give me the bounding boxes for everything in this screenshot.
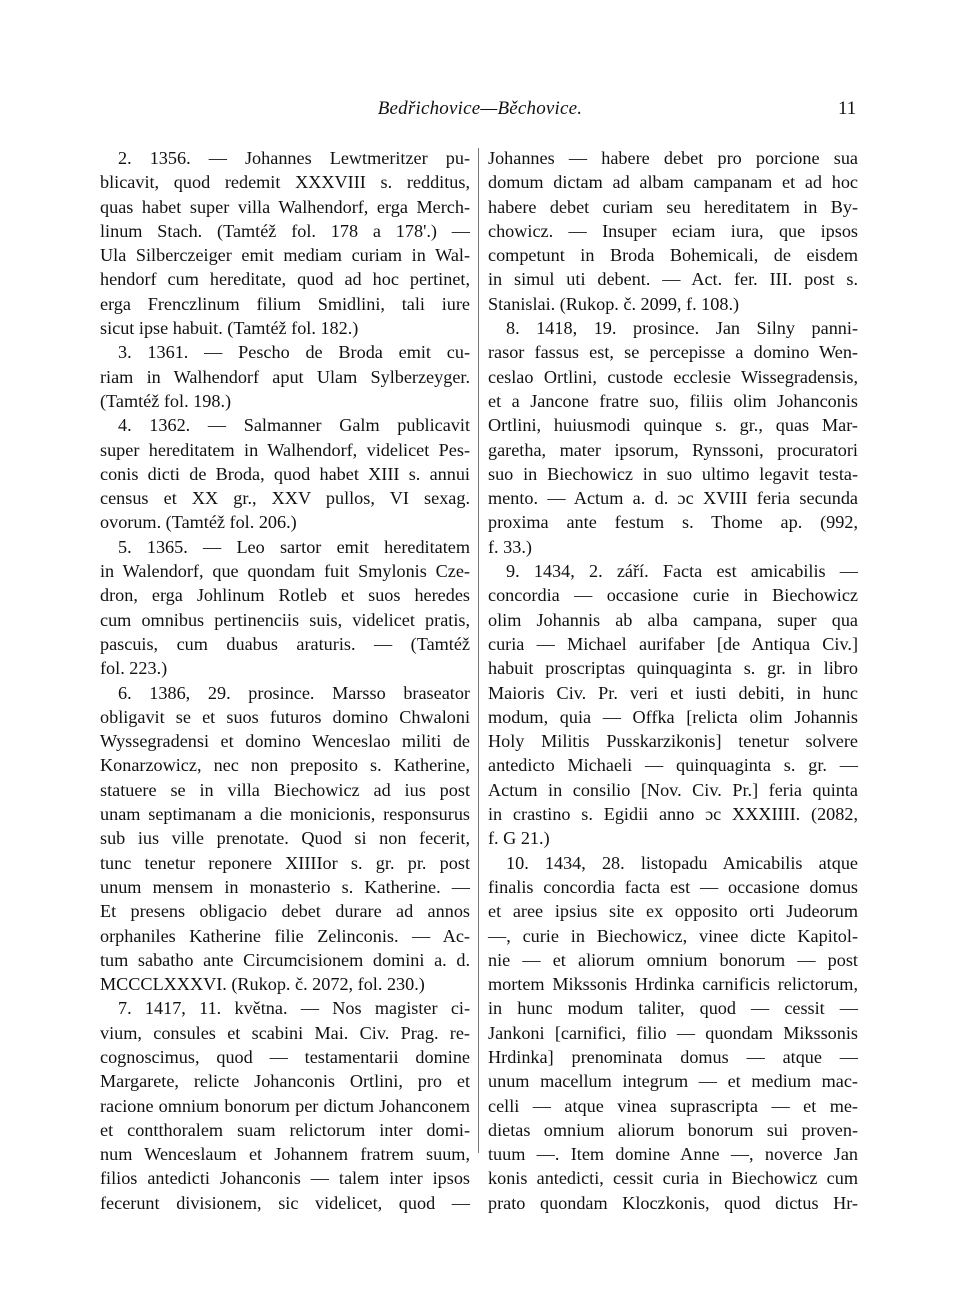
text-line: 2. 1356. — Johannes Lewtmeritzer pu- <box>118 148 470 168</box>
text-line: competunt in Broda Bohemicali, de eisdem <box>488 245 858 266</box>
text-line: Jankoni [carnifici, filio — quondam Mikssonis <box>488 1022 858 1043</box>
text-line: Ula Silberczeiger emit mediam curiam in Wal- <box>100 245 470 266</box>
text-line: dron, erga Johlinum Rotleb et suos heredes <box>100 585 470 606</box>
text-line: vium, consules et scabini Mai. Civ. Prag. re- <box>100 1022 470 1043</box>
text-line: ceslao Ortlini, custode ecclesie Wissegradensis, <box>488 366 858 387</box>
text-line: riam in Walhendorf aput Ulam Sylberzeyger. <box>100 366 470 387</box>
text-line: 8. 1418, 19. prosince. Jan Silny panni- <box>506 318 858 339</box>
text-line: habuit proscriptas quinquaginta s. gr. in libro <box>488 658 858 679</box>
text-line: in simul uti debent. — Act. fer. III. post s. <box>488 269 858 290</box>
text-line: MCCCLXXXVI. (Rukop. č. 2072, fol. 230.) <box>100 974 425 995</box>
text-line: Hrdinka] prenominata domus — atque — <box>488 1046 858 1067</box>
text-line: linum Stach. (Tamtéž fol. 178 a 178'.) — <box>100 220 470 241</box>
text-line: 6. 1386, 29. prosince. Marsso braseator <box>118 682 470 703</box>
text-line: Ortlini, huiusmodi quinque s. gr., quas Mar- <box>488 415 858 436</box>
text-line: racione omnium bonorum per dictum Johanconem <box>100 1095 470 1116</box>
text-line: f. 33.) <box>488 536 532 557</box>
text-line: concordia — occasione curie in Biechowicz <box>488 585 858 606</box>
text-line: conis dicti de Broda, quod habet XIII s. annui <box>100 463 470 484</box>
text-line: orphaniles Katherine filie Zelinconis. — Ac- <box>100 925 470 946</box>
text-line: Actum in consilio [Nov. Civ. Pr.] feria quinta <box>488 779 858 800</box>
text-line: num Wenceslaum et Johannem fratrem suum, <box>100 1144 470 1165</box>
text-line: quas habet super villa Walhendorf, erga Merch- <box>100 196 470 217</box>
page-number: 11 <box>838 98 857 119</box>
text-line: suo in Biechowicz in suo ultimo legavit testa- <box>488 463 858 484</box>
text-line: et aree ipsius site ex opposito orti Judeorum <box>488 901 858 922</box>
text-line: ovorum. (Tamtéž fol. 206.) <box>100 512 297 533</box>
text-line: et a Jancone fratre suo, filiis olim Johanconis <box>488 390 858 411</box>
text-line: celli — atque vinea suprascripta — et me- <box>488 1095 858 1116</box>
text-line: erga Frenczlinum filium Smidlini, tali iure <box>100 293 470 314</box>
text-line: mortem Mikssonis Hrdinka carnificis relictorum, <box>488 974 858 995</box>
right-text-column <box>488 146 858 1215</box>
text-line: Margarete, relicte Johanconis Ortlini, pro et <box>100 1071 470 1092</box>
text-line: obligavit se et suos futuros domino Chwaloni <box>100 706 470 727</box>
text-line: Holy Militis Pusskarzikonis] tenetur solvere <box>488 731 858 752</box>
text-line: rasor fassus est, se percepisse a domino Wen- <box>488 342 858 363</box>
text-line: Stanislai. (Rukop. č. 2099, f. 108.) <box>488 293 740 314</box>
text-line: 10. 1434, 28. listopadu Amicabilis atque <box>506 852 858 873</box>
text-line: in hunc modum taliter, quod — cessit — <box>488 998 858 1019</box>
text-line: nie — et aliorum omnium bonorum — post <box>488 949 858 970</box>
text-line: Wyssegradensi et domino Wenceslao militi de <box>100 731 470 752</box>
text-line: 4. 1362. — Salmanner Galm publicavit <box>118 415 470 436</box>
text-line: dietas omnium aliorum bonorum sui proven- <box>488 1119 858 1140</box>
text-line: 7. 1417, 11. května. — Nos magister ci- <box>118 998 470 1019</box>
text-line: pascuis, cum duabus araturis. — (Tamtéž <box>100 633 470 654</box>
text-line: 9. 1434, 2. září. Facta est amicabilis — <box>506 561 858 582</box>
text-line: unam septimanam a die monicionis, responsurus <box>100 804 470 825</box>
text-line: curia — Michael aurifaber [de Antiqua Civ.] <box>488 633 858 654</box>
text-line: olim Johannis ab alba campana, super qua <box>488 609 858 630</box>
text-line: sicut ipse habuit. (Tamtéž fol. 182.) <box>100 318 359 339</box>
text-line: statuere se in villa Biechowicz ad ius post <box>100 779 470 800</box>
text-line: domum dictam ad albam campanam et ad hoc <box>488 172 858 193</box>
text-line: in crastino s. Egidii anno ɔc XXXIIII. (2082, <box>488 804 858 825</box>
text-line: census et XX gr., XXV pullos, VI sexag. <box>100 488 470 509</box>
text-line: finalis concordia facta est — occasione domus <box>488 876 858 897</box>
text-line: in Walendorf, que quondam fuit Smylonis Cze- <box>100 561 470 582</box>
text-line: sub ius ville prenotate. Quod si non fecerit, <box>100 828 470 849</box>
text-line: —, curie in Biechowicz, vinee dicte Kapitol- <box>488 925 858 946</box>
text-line: 3. 1361. — Pescho de Broda emit cu- <box>118 342 470 363</box>
running-title: Bedřichovice—Běchovice. <box>377 98 583 119</box>
text-line: fol. 223.) <box>100 658 168 679</box>
text-line: unum macellum integrum — et medium mac- <box>488 1071 858 1092</box>
text-line: Maioris Civ. Pr. veri et iusti debiti, in hunc <box>488 682 858 703</box>
text-line: Et presens obligacio debet durare ad annos <box>100 901 470 922</box>
text-line: (Tamtéž fol. 198.) <box>100 390 232 411</box>
text-line: habere debet curiam seu hereditatem in By- <box>488 196 858 217</box>
text-line: chowicz. — Insuper eciam iura, que ipsos <box>488 220 858 241</box>
text-line: antedicto Michaeli — quinquaginta s. gr. — <box>488 755 858 776</box>
text-line: tum sabatho ante Circumcisionem domini a. d. <box>100 949 470 970</box>
text-line: f. G 21.) <box>488 828 550 849</box>
text-line: tunc tenetur reponere XIIIIor s. gr. pr. post <box>100 852 470 873</box>
text-line: super hereditatem in Walhendorf, videlicet Pes- <box>100 439 470 460</box>
text-line: konis antedicti, cessit curia in Biechowicz cum <box>488 1168 858 1189</box>
text-line: blicavit, quod redemit XXXVIII s. redditus, <box>100 172 470 193</box>
text-line: unum mensem in monasterio s. Katherine. — <box>100 876 470 897</box>
text-line: tuum —. Item domine Anne —, noverce Jan <box>488 1144 858 1165</box>
text-line: proxima ante festum s. Thome ap. (992, <box>488 512 858 533</box>
column-divider <box>478 148 479 1153</box>
text-line: hendorf cum hereditate, quod ad hoc pertinet, <box>100 269 470 290</box>
text-line: filios antedicti Johanconis — talem inter ipsos <box>100 1168 470 1189</box>
text-line: mento. — Actum a. d. ɔc XVIII feria secunda <box>488 488 858 509</box>
text-line: prato quondam Kloczkonis, quod dictus Hr- <box>488 1192 858 1213</box>
text-line: 5. 1365. — Leo sartor emit hereditatem <box>118 536 470 557</box>
text-line: modum, quia — Offka [relicta olim Johannis <box>488 706 858 727</box>
text-line: et contthoralem suam relictorum inter domi- <box>100 1119 470 1140</box>
text-line: Konarzowicz, nec non preposito s. Katherine, <box>100 755 470 776</box>
text-line: cognoscimus, quod — testamentarii domine <box>100 1046 470 1067</box>
left-text-column <box>100 146 470 1215</box>
text-line: garetha, mater ipsorum, Rynssoni, procuratori <box>488 439 858 460</box>
text-line: Johannes — habere debet pro porcione sua <box>488 148 858 168</box>
text-line: cum omnibus pertinenciis suis, videlicet pratis, <box>100 609 470 630</box>
text-line: fecerunt divisionem, sic videlicet, quod — <box>100 1192 470 1213</box>
